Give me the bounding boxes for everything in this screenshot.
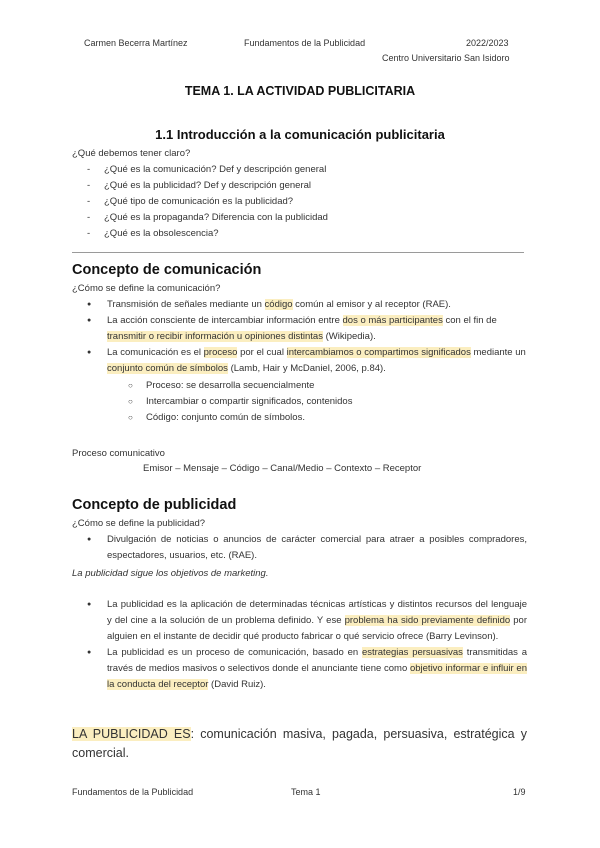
advertising-summary: LA PUBLICIDAD ES: comunicación masiva, pagada, persuasiva, estratégica y comercial. bbox=[72, 727, 527, 760]
list-item: - ¿Qué es la obsolescencia? bbox=[72, 226, 532, 242]
list-item: ● La acción consciente de intercambiar información entre dos o más participantes con el fin de transmitir o recibir información u opiniones distintas (Wikipedia). bbox=[72, 313, 532, 345]
header-course: Fundamentos de la Publicidad bbox=[244, 38, 366, 48]
list-item: ● Transmisión de señales mediante un código común al emisor y al receptor (RAE). bbox=[72, 297, 532, 313]
communication-question: ¿Cómo se define la comunicación? bbox=[72, 283, 221, 294]
advertising-question: ¿Cómo se define la publicidad? bbox=[72, 518, 206, 529]
list-item: ○ Proceso: se desarrolla secuencialmente bbox=[72, 378, 532, 394]
list-item: ○ Intercambiar o compartir significados, contenidos bbox=[72, 394, 532, 410]
process-chain: Emisor – Mensaje – Código – Canal/Medio – Contexto – Receptor bbox=[143, 463, 422, 474]
communication-definitions bbox=[72, 297, 532, 377]
list-item: - ¿Qué es la publicidad? Def y descripción general bbox=[72, 178, 532, 194]
intro-question: ¿Qué debemos tener claro? bbox=[72, 148, 191, 159]
section-heading-advertising: Concepto de publicidad bbox=[72, 497, 237, 513]
list-item: ● La publicidad es un proceso de comunicación, basado en estrategias persuasivas transmitidas a través de medios masivos o selectivos donde el anunciante tiene como objetivo informar e influir en la conducta del receptor (David Ruiz). bbox=[72, 645, 527, 693]
header-year: 2022/2023 bbox=[466, 38, 509, 48]
section-heading-intro: 1.1 Introducción a la comunicación publicitaria bbox=[155, 127, 445, 142]
list-item: - ¿Qué es la comunicación? Def y descripción general bbox=[72, 162, 532, 178]
page-title: TEMA 1. LA ACTIVIDAD PUBLICITARIA bbox=[184, 84, 416, 98]
marketing-note: La publicidad sigue los objetivos de marketing. bbox=[72, 568, 269, 579]
list-item: ● La publicidad es la aplicación de determinadas técnicas artísticas y distintos recursos del lenguaje y del cine a la solución de un problema definido. Y ese problema ha sido previamente definido por alguien en el instante de decidir qué producto fabricar o qué servicio ofrece (Barry Levinson). bbox=[72, 597, 527, 645]
list-item: ● Divulgación de noticias o anuncios de carácter comercial para atraer a posibles compradores, espectadores, usuarios, etc. (RAE). bbox=[72, 532, 527, 564]
page-number: 1/9 bbox=[513, 787, 526, 797]
header-author: Carmen Becerra Martínez bbox=[84, 38, 188, 48]
horizontal-divider bbox=[72, 252, 524, 253]
list-item: ● La comunicación es el proceso por el cual intercambiamos o compartimos significados mediante un conjunto común de símbolos (Lamb, Hair y McDaniel, 2006, p.84). bbox=[72, 345, 532, 377]
intro-list bbox=[72, 162, 532, 242]
advertising-definitions-2 bbox=[72, 597, 527, 693]
footer-course: Fundamentos de la Publicidad bbox=[72, 787, 194, 797]
list-item: - ¿Qué es la propaganda? Diferencia con la publicidad bbox=[72, 210, 532, 226]
process-label: Proceso comunicativo bbox=[72, 448, 165, 459]
list-item: - ¿Qué tipo de comunicación es la publicidad? bbox=[72, 194, 532, 210]
communication-subitems bbox=[72, 378, 532, 426]
footer-topic: Tema 1 bbox=[291, 787, 321, 797]
advertising-definitions-1 bbox=[72, 532, 527, 564]
list-item: ○ Código: conjunto común de símbolos. bbox=[72, 410, 532, 426]
header-institution: Centro Universitario San Isidoro bbox=[382, 53, 510, 63]
section-heading-communication: Concepto de comunicación bbox=[72, 262, 262, 278]
